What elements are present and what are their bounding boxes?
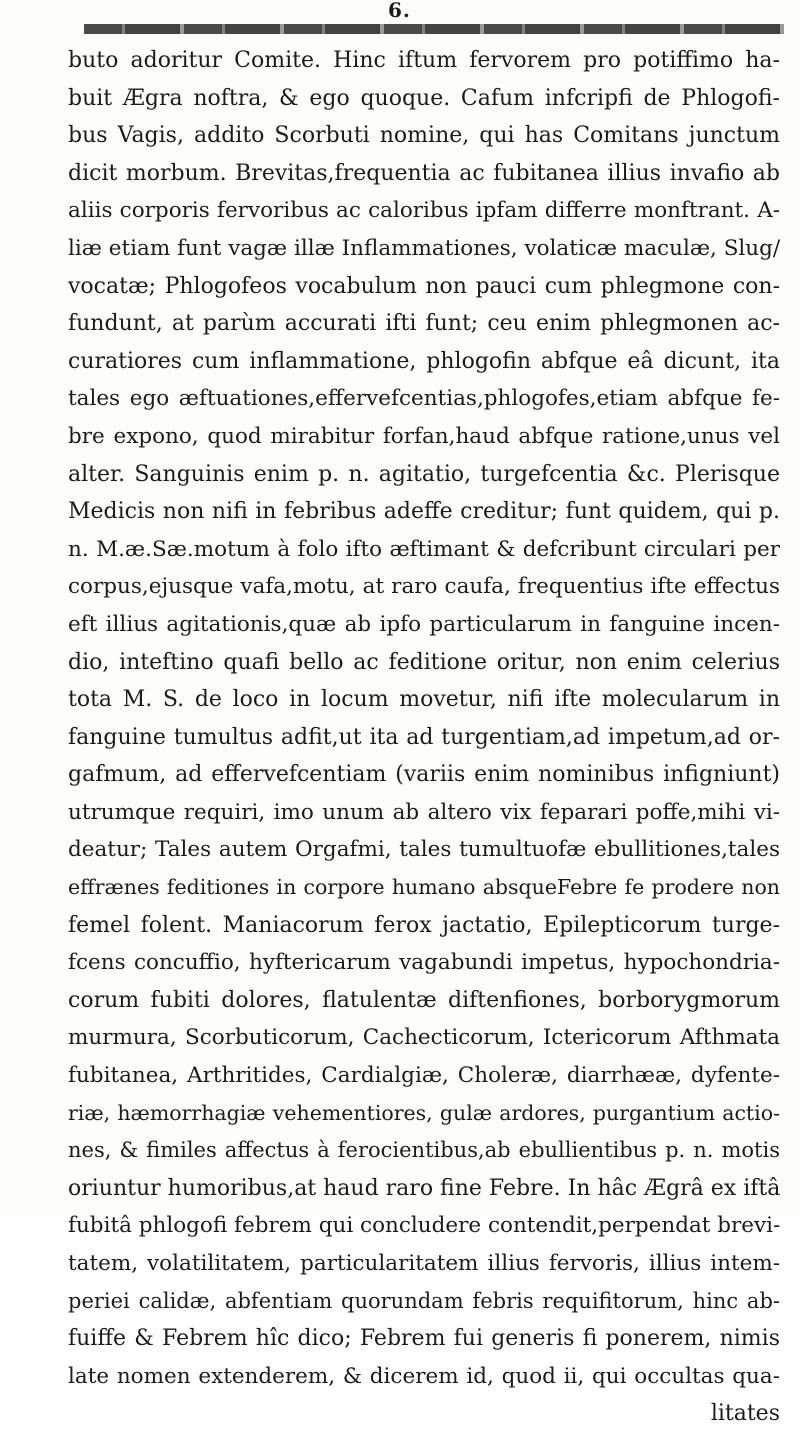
text-line: fundunt, at parùm accurati ifti funt; ceu enim phlegmonen ac- — [68, 311, 780, 337]
text-line: litates — [710, 1401, 780, 1427]
text-line: effrænes feditiones in corpore humano absqueFebre fe prodere non — [68, 875, 780, 900]
page-number: 6. — [388, 0, 411, 22]
text-line: nes, & fimiles affectus à ferocientibus,ab ebullientibus p. n. motis — [68, 1138, 780, 1163]
text-line: Medicis non nifi in febribus adeffe creditur; funt quidem, qui p. — [68, 499, 780, 525]
text-line: fcens concuffio, hyftericarum vagabundi impetus, hypochondria- — [68, 950, 780, 976]
text-line: oriuntur humoribus,at haud raro fine Febre. In hâc Ægrâ ex iftâ — [68, 1175, 780, 1201]
text-line: corpus,ejusque vafa,motu, at raro caufa, frequentius ifte effectus — [68, 574, 780, 600]
text-line: vocatæ; Phlogofeos vocabulum non pauci cum phlegmone con- — [68, 273, 780, 299]
text-line: utrumque requiri, imo unum ab altero vix feparari poffe,mihi vi- — [68, 799, 780, 825]
text-line: aliis corporis fervoribus ac caloribus ipfam differre monftrant. A- — [68, 198, 780, 224]
text-line: tota M. S. de loco in locum movetur, nifi ifte molecularum in — [68, 687, 780, 713]
text-line: n. M.æ.Sæ.motum à folo ifto æftimant & defcribunt circulari per — [68, 536, 780, 562]
text-line: femel folent. Maniacorum ferox jactatio, Epilepticorum turge- — [68, 912, 780, 938]
text-line: buto adoritur Comite. Hinc iftum fervorem pro potiffimo ha- — [68, 48, 780, 73]
text-line: fuiffe & Febrem hîc dico; Febrem fui generis fi ponerem, nimis — [68, 1326, 780, 1352]
body-text — [68, 42, 780, 1433]
text-line: corum fubiti dolores, flatulentæ diftenfiones, borborygmorum — [68, 987, 780, 1013]
text-line: fubitanea, Arthritides, Cardialgiæ, Choleræ, diarrhææ, dyfente- — [68, 1063, 780, 1089]
text-line: liæ etiam funt vagæ illæ Inflammationes, volaticæ maculæ, Slug/ — [68, 235, 780, 261]
text-line: bre expono, quod mirabitur forfan,haud abfque ratione,unus vel — [68, 423, 780, 449]
text-line: eft illius agitationis,quæ ab ipfo particularum in fanguine incen- — [68, 611, 780, 637]
text-line: gafmum, ad effervefcentiam (variis enim nominibus infigniunt) — [68, 762, 780, 788]
text-line: tatem, volatilitatem, particularitatem illius fervoris, illius intem- — [68, 1251, 780, 1276]
text-line: tales ego æftuationes,effervefcentias,phlogofes,etiam abfque fe- — [68, 386, 780, 412]
text-line: late nomen extenderem, & dicerem id, quod ii, qui occultas qua- — [68, 1363, 780, 1389]
text-line: curatiores cum inflammatione, phlogofin abfque eâ dicunt, ita — [68, 348, 780, 374]
text-line: alter. Sanguinis enim p. n. agitatio, turgefcentia &c. Plerisque — [68, 461, 780, 487]
text-line: bus Vagis, addito Scorbuti nomine, qui has Comitans junctum — [68, 123, 780, 149]
text-line: fanguine tumultus adfit,ut ita ad turgentiam,ad impetum,ad or- — [68, 724, 780, 750]
text-line: riæ, hæmorrhagiæ vehementiores, gulæ ardores, purgantium actio- — [68, 1100, 780, 1125]
text-line: periei calidæ, abfentiam quorundam febris requifitorum, hinc ab- — [68, 1288, 780, 1313]
text-line: murmura, Scorbuticorum, Cachecticorum, Ictericorum Afthmata — [68, 1025, 780, 1051]
text-line: dio, inteftino quafi bello ac feditione oritur, non enim celerius — [68, 649, 780, 675]
header-rule — [84, 24, 784, 34]
text-line: fubitâ phlogofi febrem qui concludere contendit,perpendat brevi- — [68, 1213, 780, 1239]
text-line: dicit morbum. Brevitas,frequentia ac fubitanea illius invafio ab — [68, 160, 780, 186]
text-line: deatur; Tales autem Orgafmi, tales tumultuofæ ebullitiones,tales — [68, 837, 780, 863]
text-line: buit Ægra noftra, & ego quoque. Cafum infcripfi de Phlogofi- — [68, 85, 780, 111]
